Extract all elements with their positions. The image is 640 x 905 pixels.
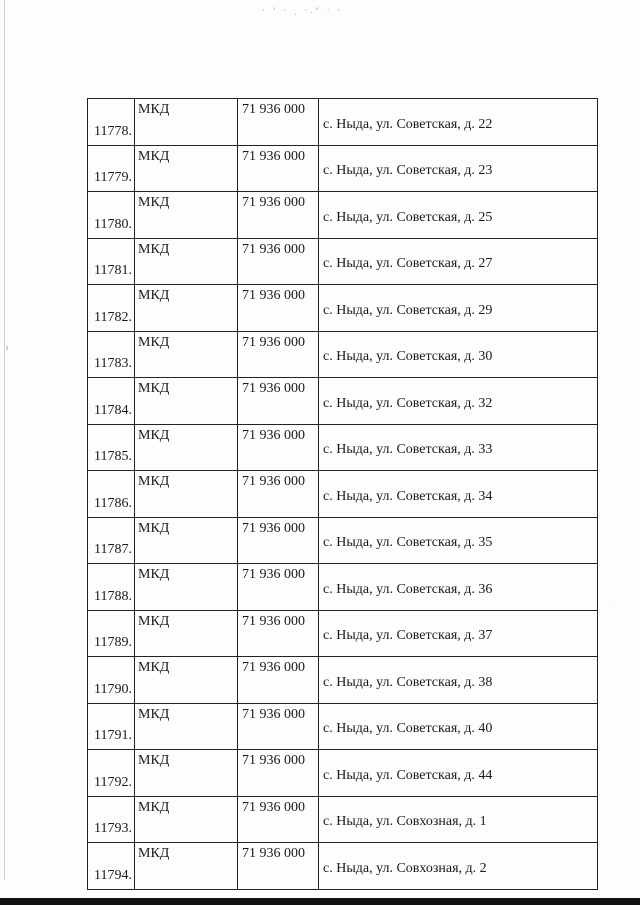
oktmo-code-cell: 71 936 000 <box>238 610 319 657</box>
address-cell: с. Ныда, ул. Советская, д. 44 <box>319 750 598 797</box>
table-row <box>88 331 598 378</box>
row-number-cell: 11792. <box>88 750 135 797</box>
object-type-cell: МКД <box>135 564 238 611</box>
address-cell: с. Ныда, ул. Советская, д. 22 <box>319 99 598 146</box>
address-cell: с. Ныда, ул. Советская, д. 23 <box>319 145 598 192</box>
oktmo-code-cell: 71 936 000 <box>238 424 319 471</box>
object-type-cell: МКД <box>135 192 238 239</box>
address-cell: с. Ныда, ул. Советская, д. 40 <box>319 703 598 750</box>
row-number-cell: 11781. <box>88 238 135 285</box>
address-cell: с. Ныда, ул. Совхозная, д. 2 <box>319 843 598 890</box>
table-row <box>88 285 598 332</box>
object-type-cell: МКД <box>135 610 238 657</box>
address-cell: с. Ныда, ул. Советская, д. 27 <box>319 238 598 285</box>
oktmo-code-cell: 71 936 000 <box>238 285 319 332</box>
oktmo-code-cell: 71 936 000 <box>238 378 319 425</box>
row-number-cell: 11788. <box>88 564 135 611</box>
address-cell: с. Ныда, ул. Советская, д. 35 <box>319 517 598 564</box>
address-cell: с. Ныда, ул. Советская, д. 25 <box>319 192 598 239</box>
row-number-cell: 11780. <box>88 192 135 239</box>
address-cell: с. Ныда, ул. Советская, д. 29 <box>319 285 598 332</box>
address-cell: с. Ныда, ул. Советская, д. 38 <box>319 657 598 704</box>
row-number-cell: 11790. <box>88 657 135 704</box>
object-type-cell: МКД <box>135 145 238 192</box>
object-type-cell: МКД <box>135 238 238 285</box>
table-row <box>88 657 598 704</box>
oktmo-code-cell: 71 936 000 <box>238 657 319 704</box>
object-type-cell: МКД <box>135 796 238 843</box>
oktmo-code-cell: 71 936 000 <box>238 843 319 890</box>
row-number-cell: 11778. <box>88 99 135 146</box>
row-number-cell: 11783. <box>88 331 135 378</box>
oktmo-code-cell: 71 936 000 <box>238 145 319 192</box>
table-row <box>88 750 598 797</box>
address-cell: с. Ныда, ул. Советская, д. 36 <box>319 564 598 611</box>
scan-border <box>0 898 640 905</box>
oktmo-code-cell: 71 936 000 <box>238 192 319 239</box>
address-cell: с. Ныда, ул. Советская, д. 32 <box>319 378 598 425</box>
oktmo-code-cell: 71 936 000 <box>238 517 319 564</box>
object-type-cell: МКД <box>135 378 238 425</box>
object-type-cell: МКД <box>135 471 238 518</box>
page-edge <box>4 0 5 880</box>
table-row <box>88 517 598 564</box>
table-row <box>88 192 598 239</box>
table-row <box>88 610 598 657</box>
table-row <box>88 145 598 192</box>
table-row <box>88 564 598 611</box>
table-row <box>88 703 598 750</box>
table-row <box>88 238 598 285</box>
row-number-cell: 11782. <box>88 285 135 332</box>
oktmo-code-cell: 71 936 000 <box>238 331 319 378</box>
object-type-cell: МКД <box>135 703 238 750</box>
oktmo-code-cell: 71 936 000 <box>238 471 319 518</box>
row-number-cell: 11789. <box>88 610 135 657</box>
scan-artifact: · <box>610 600 615 606</box>
row-number-cell: 11784. <box>88 378 135 425</box>
object-type-cell: МКД <box>135 331 238 378</box>
registry-table-body <box>88 99 598 890</box>
registry-table <box>87 98 598 890</box>
row-number-cell: 11779. <box>88 145 135 192</box>
table-row <box>88 471 598 518</box>
scan-artifact: ⁱ <box>6 345 12 356</box>
object-type-cell: МКД <box>135 517 238 564</box>
oktmo-code-cell: 71 936 000 <box>238 796 319 843</box>
address-cell: с. Ныда, ул. Совхозная, д. 1 <box>319 796 598 843</box>
oktmo-code-cell: 71 936 000 <box>238 238 319 285</box>
scan-artifact: · ʼ · ˏ ·.ᐟ · · <box>262 6 344 15</box>
table-row <box>88 796 598 843</box>
address-cell: с. Ныда, ул. Советская, д. 37 <box>319 610 598 657</box>
object-type-cell: МКД <box>135 424 238 471</box>
object-type-cell: МКД <box>135 750 238 797</box>
object-type-cell: МКД <box>135 285 238 332</box>
object-type-cell: МКД <box>135 843 238 890</box>
table-row <box>88 843 598 890</box>
object-type-cell: МКД <box>135 99 238 146</box>
row-number-cell: 11787. <box>88 517 135 564</box>
oktmo-code-cell: 71 936 000 <box>238 564 319 611</box>
address-cell: с. Ныда, ул. Советская, д. 30 <box>319 331 598 378</box>
oktmo-code-cell: 71 936 000 <box>238 99 319 146</box>
row-number-cell: 11794. <box>88 843 135 890</box>
row-number-cell: 11793. <box>88 796 135 843</box>
row-number-cell: 11786. <box>88 471 135 518</box>
table-row <box>88 378 598 425</box>
row-number-cell: 11785. <box>88 424 135 471</box>
oktmo-code-cell: 71 936 000 <box>238 750 319 797</box>
address-cell: с. Ныда, ул. Советская, д. 34 <box>319 471 598 518</box>
object-type-cell: МКД <box>135 657 238 704</box>
row-number-cell: 11791. <box>88 703 135 750</box>
table-row <box>88 424 598 471</box>
table-row <box>88 99 598 146</box>
oktmo-code-cell: 71 936 000 <box>238 703 319 750</box>
address-cell: с. Ныда, ул. Советская, д. 33 <box>319 424 598 471</box>
